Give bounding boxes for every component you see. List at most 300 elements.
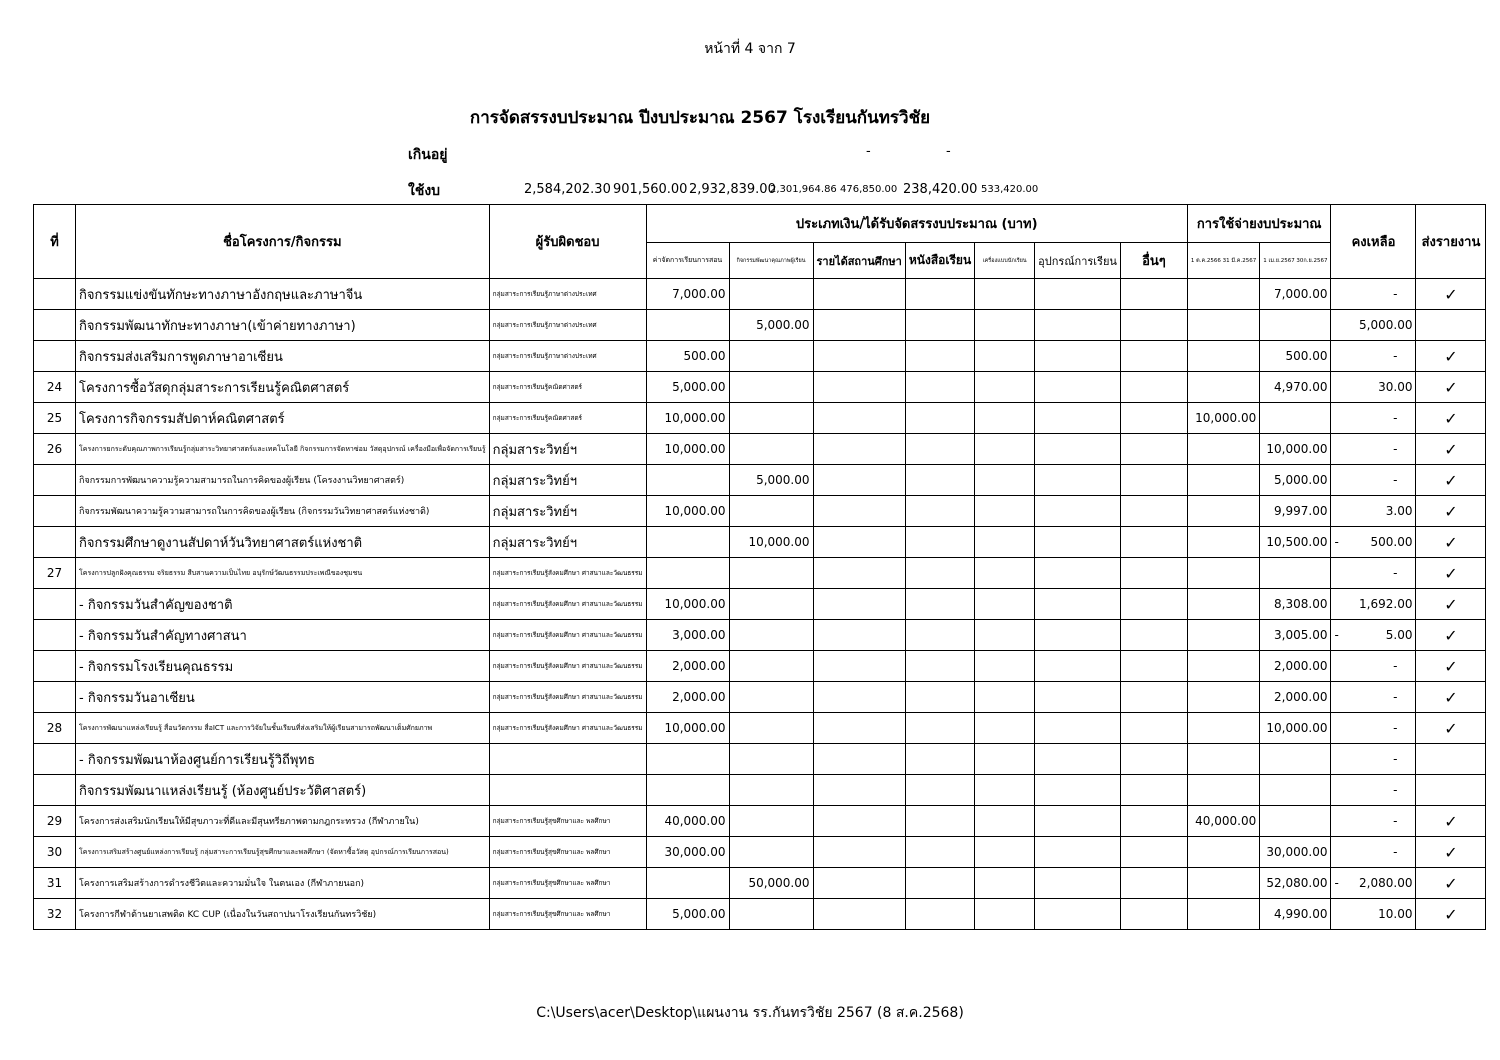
col-b2: กิจกรรมพัฒนาคุณภาพผู้เรียน — [729, 243, 813, 279]
budget-other — [1120, 527, 1187, 558]
report-check: ✓ — [1416, 558, 1486, 589]
budget-teaching — [646, 775, 729, 806]
report-check: ✓ — [1416, 651, 1486, 682]
table-row — [34, 465, 1486, 496]
row-no: 26 — [34, 434, 76, 465]
report-check: ✓ — [1416, 372, 1486, 403]
budget-teaching: 10,000.00 — [646, 496, 729, 527]
budget-books — [905, 806, 974, 837]
remaining: 5,000.00 — [1331, 310, 1416, 341]
project-name: กิจกรรมแข่งขันทักษะทางภาษาอังกฤษและภาษาจีน — [76, 279, 490, 310]
spend-first-half — [1187, 682, 1259, 713]
budget-supplies — [1035, 341, 1121, 372]
budget-quality — [729, 713, 813, 744]
budget-teaching: 2,000.00 — [646, 682, 729, 713]
remaining — [1331, 527, 1416, 558]
report-check: ✓ — [1416, 434, 1486, 465]
report-check: ✓ — [1416, 527, 1486, 558]
budget-uniform — [975, 682, 1035, 713]
budget-income — [813, 310, 905, 341]
budget-supplies — [1035, 310, 1121, 341]
budget-quality — [729, 558, 813, 589]
budget-teaching: 3,000.00 — [646, 620, 729, 651]
remaining: - — [1331, 434, 1416, 465]
spend-second-half — [1260, 558, 1331, 589]
budget-uniform — [975, 651, 1035, 682]
project-name: โครงการเสริมสร้างการดำรงชีวิตและความมั่นใจ ในตนเอง (กีฬาภายนอก) — [76, 868, 490, 899]
table-row — [34, 310, 1486, 341]
project-name: โครงการกิจกรรมสัปดาห์คณิตศาสตร์ — [76, 403, 490, 434]
budget-books — [905, 868, 974, 899]
table-row — [34, 496, 1486, 527]
budget-supplies — [1035, 899, 1121, 930]
responsible: กลุ่มสาระการเรียนรู้สังคมศึกษา ศาสนาและวัฒนธรรม — [489, 589, 646, 620]
remaining: 10.00 — [1331, 899, 1416, 930]
table-row — [34, 899, 1486, 930]
remaining — [1331, 868, 1416, 899]
spend-second-half: 9,997.00 — [1260, 496, 1331, 527]
budget-teaching: 30,000.00 — [646, 837, 729, 868]
spend-first-half — [1187, 496, 1259, 527]
budget-books — [905, 434, 974, 465]
table-row — [34, 775, 1486, 806]
row-no — [34, 496, 76, 527]
spend-first-half — [1187, 651, 1259, 682]
spend-second-half — [1260, 806, 1331, 837]
table-row — [34, 744, 1486, 775]
row-no — [34, 775, 76, 806]
spend-second-half: 8,308.00 — [1260, 589, 1331, 620]
responsible: กลุ่มสาระการเรียนรู้สังคมศึกษา ศาสนาและวัฒนธรรม — [489, 713, 646, 744]
budget-quality — [729, 620, 813, 651]
budget-uniform — [975, 279, 1035, 310]
budget-quality — [729, 744, 813, 775]
budget-income — [813, 775, 905, 806]
table-row — [34, 620, 1486, 651]
spend-first-half — [1187, 558, 1259, 589]
report-check — [1416, 310, 1486, 341]
responsible: กลุ่มสาระการเรียนรู้สุขศึกษาและ พลศึกษา — [489, 899, 646, 930]
budget-books — [905, 341, 974, 372]
responsible: กลุ่มสาระการเรียนรู้สังคมศึกษา ศาสนาและวัฒนธรรม — [489, 620, 646, 651]
project-name: กิจกรรมพัฒนาทักษะทางภาษา(เข้าค่ายทางภาษา) — [76, 310, 490, 341]
report-check: ✓ — [1416, 465, 1486, 496]
col-budget-group: ประเภทเงิน/ได้รับจัดสรรงบประมาณ (บาท) — [646, 205, 1187, 243]
report-check: ✓ — [1416, 682, 1486, 713]
row-no: 29 — [34, 806, 76, 837]
col-name: ชื่อโครงการ/กิจกรรม — [76, 205, 490, 279]
remaining: - — [1331, 744, 1416, 775]
budget-quality — [729, 775, 813, 806]
budget-teaching — [646, 558, 729, 589]
spend-second-half: 4,990.00 — [1260, 899, 1331, 930]
budget-books — [905, 620, 974, 651]
responsible: กลุ่มสาระการเรียนรู้ภาษาต่างประเทศ — [489, 310, 646, 341]
budget-supplies — [1035, 682, 1121, 713]
budget-supplies — [1035, 403, 1121, 434]
project-name: - กิจกรรมวันสำคัญของชาติ — [76, 589, 490, 620]
budget-other — [1120, 434, 1187, 465]
spend-first-half — [1187, 279, 1259, 310]
budget-quality — [729, 496, 813, 527]
col-report: ส่งรายงาน — [1416, 205, 1486, 279]
table-row — [34, 713, 1486, 744]
spend-second-half: 2,000.00 — [1260, 651, 1331, 682]
table-row — [34, 837, 1486, 868]
budget-books — [905, 279, 974, 310]
used-label: ใช้งบ — [408, 183, 441, 199]
table-row — [34, 651, 1486, 682]
col-s2: 1 เม.ย.2567 30ก.ย.2567 — [1260, 243, 1331, 279]
remaining: - — [1331, 279, 1416, 310]
budget-other — [1120, 744, 1187, 775]
budget-uniform — [975, 713, 1035, 744]
project-name: กิจกรรมส่งเสริมการพูดภาษาอาเซียน — [76, 341, 490, 372]
budget-income — [813, 744, 905, 775]
budget-teaching: 10,000.00 — [646, 434, 729, 465]
budget-teaching: 10,000.00 — [646, 589, 729, 620]
remaining: - — [1331, 713, 1416, 744]
budget-teaching: 7,000.00 — [646, 279, 729, 310]
spend-second-half: 7,000.00 — [1260, 279, 1331, 310]
table-row — [34, 434, 1486, 465]
table-row — [34, 806, 1486, 837]
over-label: เกินอยู่ — [408, 147, 448, 163]
budget-income — [813, 496, 905, 527]
spend-second-half — [1260, 310, 1331, 341]
row-no — [34, 465, 76, 496]
remaining: 1,692.00 — [1331, 589, 1416, 620]
spend-first-half — [1187, 589, 1259, 620]
project-name: โครงการยกระดับคุณภาพการเรียนรู้กลุ่มสาระวิทยาศาสตร์และเทคโนโลยี กิจกรรมการจัดหาซ่อม วัสดุอุปกรณ์ เครื่องมือเพื่อจัดการเรียนรู้ — [76, 434, 490, 465]
budget-income — [813, 589, 905, 620]
budget-income — [813, 372, 905, 403]
budget-other — [1120, 279, 1187, 310]
report-check: ✓ — [1416, 899, 1486, 930]
responsible: กลุ่มสาระวิทย์ฯ — [489, 496, 646, 527]
col-spend-group: การใช้จ่ายงบประมาณ — [1187, 205, 1331, 243]
budget-supplies — [1035, 372, 1121, 403]
budget-other — [1120, 837, 1187, 868]
remaining: - — [1331, 837, 1416, 868]
project-name: - กิจกรรมวันอาเซียน — [76, 682, 490, 713]
spend-first-half — [1187, 527, 1259, 558]
row-no: 27 — [34, 558, 76, 589]
remaining: - — [1331, 775, 1416, 806]
spend-first-half — [1187, 837, 1259, 868]
project-name: โครงการปลูกฝังคุณธรรม จริยธรรม สืบสานความเป็นไทย อนุรักษ์วัฒนธรรมประเพณีของชุมชน — [76, 558, 490, 589]
budget-income — [813, 868, 905, 899]
row-no: 24 — [34, 372, 76, 403]
budget-teaching: 40,000.00 — [646, 806, 729, 837]
col-b5: เครื่องแบบนักเรียน — [975, 243, 1035, 279]
budget-uniform — [975, 899, 1035, 930]
budget-other — [1120, 310, 1187, 341]
responsible: กลุ่มสาระการเรียนรู้คณิตศาสตร์ — [489, 403, 646, 434]
col-b4: หนังสือเรียน — [905, 243, 974, 279]
responsible: กลุ่มสาระการเรียนรู้สังคมศึกษา ศาสนาและวัฒนธรรม — [489, 651, 646, 682]
responsible: กลุ่มสาระวิทย์ฯ — [489, 527, 646, 558]
project-name: - กิจกรรมวันสำคัญทางศาสนา — [76, 620, 490, 651]
project-name: กิจกรรมศึกษาดูงานสัปดาห์วันวิทยาศาสตร์แห่งชาติ — [76, 527, 490, 558]
project-name: โครงการส่งเสริมนักเรียนให้มีสุขภาวะที่ดีและมีสุนทรียภาพตามกฎกระทรวง (กีฬาภายใน) — [76, 806, 490, 837]
spend-first-half: 10,000.00 — [1187, 403, 1259, 434]
budget-uniform — [975, 403, 1035, 434]
used-value: 2,584,202.30 — [524, 182, 611, 197]
budget-books — [905, 465, 974, 496]
responsible: กลุ่มสาระการเรียนรู้สังคมศึกษา ศาสนาและวัฒนธรรม — [489, 558, 646, 589]
remaining: - — [1331, 341, 1416, 372]
budget-quality: 5,000.00 — [729, 465, 813, 496]
spend-second-half: 500.00 — [1260, 341, 1331, 372]
remaining: - — [1331, 651, 1416, 682]
over-value: - — [946, 144, 951, 159]
budget-books — [905, 682, 974, 713]
budget-teaching: 5,000.00 — [646, 899, 729, 930]
project-name: โครงการเสริมสร้างศูนย์แหล่งการเรียนรู้ กลุ่มสาระการเรียนรู้สุขศึกษาและพลศึกษา (จัดหาซื้อวัสดุ อุปกรณ์การเรียนการสอน) — [76, 837, 490, 868]
row-no — [34, 310, 76, 341]
budget-uniform — [975, 341, 1035, 372]
budget-books — [905, 558, 974, 589]
budget-books — [905, 403, 974, 434]
footer-path: C:\Users\acer\Desktop\แผนงาน รร.กันทรวิชัย 2567 (8 ส.ค.2568) — [536, 1005, 964, 1021]
spend-first-half — [1187, 899, 1259, 930]
row-no — [34, 744, 76, 775]
report-check: ✓ — [1416, 496, 1486, 527]
remaining: 3.00 — [1331, 496, 1416, 527]
spend-first-half — [1187, 341, 1259, 372]
spend-first-half — [1187, 310, 1259, 341]
budget-income — [813, 713, 905, 744]
budget-books — [905, 310, 974, 341]
report-check: ✓ — [1416, 341, 1486, 372]
responsible: กลุ่มสาระการเรียนรู้สุขศึกษาและ พลศึกษา — [489, 806, 646, 837]
budget-uniform — [975, 465, 1035, 496]
table-row — [34, 527, 1486, 558]
budget-income — [813, 434, 905, 465]
remaining: 30.00 — [1331, 372, 1416, 403]
spend-first-half — [1187, 434, 1259, 465]
remaining: - — [1331, 682, 1416, 713]
budget-uniform — [975, 372, 1035, 403]
used-value: 2,932,839.00 — [689, 182, 776, 197]
budget-books — [905, 837, 974, 868]
budget-quality — [729, 279, 813, 310]
budget-supplies — [1035, 775, 1121, 806]
budget-quality — [729, 403, 813, 434]
used-value: 476,850.00 — [840, 184, 898, 195]
budget-quality — [729, 806, 813, 837]
spend-first-half: 40,000.00 — [1187, 806, 1259, 837]
responsible: กลุ่มสาระการเรียนรู้ภาษาต่างประเทศ — [489, 341, 646, 372]
table-row — [34, 868, 1486, 899]
report-check: ✓ — [1416, 806, 1486, 837]
spend-second-half: 10,500.00 — [1260, 527, 1331, 558]
row-no — [34, 527, 76, 558]
used-value: 2,301,964.86 — [770, 184, 837, 195]
table-row — [34, 403, 1486, 434]
budget-supplies — [1035, 558, 1121, 589]
budget-supplies — [1035, 527, 1121, 558]
budget-quality — [729, 837, 813, 868]
col-b7: อื่นๆ — [1120, 243, 1187, 279]
budget-income — [813, 279, 905, 310]
budget-uniform — [975, 558, 1035, 589]
budget-supplies — [1035, 806, 1121, 837]
spend-second-half: 4,970.00 — [1260, 372, 1331, 403]
spend-first-half — [1187, 372, 1259, 403]
budget-books — [905, 496, 974, 527]
budget-teaching: 5,000.00 — [646, 372, 729, 403]
budget-teaching — [646, 465, 729, 496]
budget-supplies — [1035, 434, 1121, 465]
responsible: กลุ่มสาระการเรียนรู้ภาษาต่างประเทศ — [489, 279, 646, 310]
spend-second-half — [1260, 775, 1331, 806]
remaining: - — [1331, 806, 1416, 837]
row-no — [34, 651, 76, 682]
row-no — [34, 589, 76, 620]
budget-other — [1120, 868, 1187, 899]
report-check — [1416, 775, 1486, 806]
table-row — [34, 372, 1486, 403]
project-name: โครงการพัฒนาแหล่งเรียนรู้ สื่อนวัตกรรม สื่อICT และการวิจัยในชั้นเรียนที่ส่งเสริมให้ผู้เรียนสามารถพัฒนาเต็มศักยภาพ — [76, 713, 490, 744]
spend-second-half: 2,000.00 — [1260, 682, 1331, 713]
budget-books — [905, 713, 974, 744]
budget-income — [813, 620, 905, 651]
budget-table — [33, 204, 1486, 930]
budget-supplies — [1035, 589, 1121, 620]
responsible: กลุ่มสาระวิทย์ฯ — [489, 465, 646, 496]
budget-quality: 50,000.00 — [729, 868, 813, 899]
budget-other — [1120, 589, 1187, 620]
responsible: กลุ่มสาระการเรียนรู้สุขศึกษาและ พลศึกษา — [489, 837, 646, 868]
page-title: การจัดสรรงบประมาณ ปีงบประมาณ 2567 โรงเรียนกันทรวิชัย — [469, 108, 931, 128]
budget-teaching — [646, 310, 729, 341]
budget-books — [905, 899, 974, 930]
budget-quality: 5,000.00 — [729, 310, 813, 341]
budget-income — [813, 806, 905, 837]
budget-quality — [729, 341, 813, 372]
budget-income — [813, 341, 905, 372]
used-value: 238,420.00 — [903, 182, 978, 197]
budget-books — [905, 744, 974, 775]
responsible: กลุ่มสาระการเรียนรู้คณิตศาสตร์ — [489, 372, 646, 403]
report-check: ✓ — [1416, 279, 1486, 310]
budget-other — [1120, 620, 1187, 651]
col-b3: รายได้สถานศึกษา — [813, 243, 905, 279]
spend-first-half — [1187, 465, 1259, 496]
responsible — [489, 744, 646, 775]
project-name: กิจกรรมพัฒนาความรู้ความสามารถในการคิดของผู้เรียน (กิจกรรมวันวิทยาศาสตร์แห่งชาติ) — [76, 496, 490, 527]
spend-second-half: 5,000.00 — [1260, 465, 1331, 496]
budget-uniform — [975, 589, 1035, 620]
budget-other — [1120, 403, 1187, 434]
budget-supplies — [1035, 744, 1121, 775]
budget-supplies — [1035, 496, 1121, 527]
remaining-value: 5.00 — [1385, 628, 1413, 642]
budget-other — [1120, 713, 1187, 744]
budget-uniform — [975, 310, 1035, 341]
budget-other — [1120, 496, 1187, 527]
remaining-value: 2,080.00 — [1359, 876, 1413, 890]
budget-teaching: 500.00 — [646, 341, 729, 372]
budget-quality — [729, 589, 813, 620]
budget-other — [1120, 372, 1187, 403]
spend-second-half: 52,080.00 — [1260, 868, 1331, 899]
responsible: กลุ่มสาระวิทย์ฯ — [489, 434, 646, 465]
budget-supplies — [1035, 868, 1121, 899]
budget-income — [813, 403, 905, 434]
report-check — [1416, 744, 1486, 775]
budget-supplies — [1035, 837, 1121, 868]
remaining: - — [1331, 558, 1416, 589]
budget-other — [1120, 899, 1187, 930]
budget-uniform — [975, 806, 1035, 837]
responsible: กลุ่มสาระการเรียนรู้สังคมศึกษา ศาสนาและวัฒนธรรม — [489, 682, 646, 713]
spend-first-half — [1187, 868, 1259, 899]
budget-books — [905, 527, 974, 558]
negative-sign: - — [1334, 876, 1339, 890]
col-no: ที่ — [34, 205, 76, 279]
budget-quality — [729, 899, 813, 930]
budget-other — [1120, 806, 1187, 837]
budget-teaching — [646, 868, 729, 899]
row-no: 31 — [34, 868, 76, 899]
col-responsible: ผู้รับผิดชอบ — [489, 205, 646, 279]
budget-income — [813, 837, 905, 868]
col-remain: คงเหลือ — [1331, 205, 1416, 279]
project-name: โครงการซื้อวัสดุกลุ่มสาระการเรียนรู้คณิตศาสตร์ — [76, 372, 490, 403]
budget-other — [1120, 651, 1187, 682]
budget-books — [905, 589, 974, 620]
spend-second-half: 10,000.00 — [1260, 434, 1331, 465]
budget-income — [813, 465, 905, 496]
remaining — [1331, 620, 1416, 651]
responsible: กลุ่มสาระการเรียนรู้สุขศึกษาและ พลศึกษา — [489, 868, 646, 899]
project-name: - กิจกรรมโรงเรียนคุณธรรม — [76, 651, 490, 682]
row-no: 30 — [34, 837, 76, 868]
budget-uniform — [975, 775, 1035, 806]
spend-second-half: 30,000.00 — [1260, 837, 1331, 868]
budget-books — [905, 372, 974, 403]
remaining: - — [1331, 403, 1416, 434]
col-b6: อุปกรณ์การเรียน — [1035, 243, 1121, 279]
budget-other — [1120, 341, 1187, 372]
table-row — [34, 682, 1486, 713]
budget-uniform — [975, 868, 1035, 899]
budget-uniform — [975, 744, 1035, 775]
remaining-value: 500.00 — [1370, 535, 1413, 549]
budget-other — [1120, 558, 1187, 589]
project-name: กิจกรรมการพัฒนาความรู้ความสามารถในการคิดของผู้เรียน (โครงงานวิทยาศาสตร์) — [76, 465, 490, 496]
spend-first-half — [1187, 713, 1259, 744]
budget-books — [905, 651, 974, 682]
row-no: 28 — [34, 713, 76, 744]
budget-books — [905, 775, 974, 806]
responsible — [489, 775, 646, 806]
budget-supplies — [1035, 465, 1121, 496]
row-no — [34, 620, 76, 651]
budget-income — [813, 651, 905, 682]
report-check: ✓ — [1416, 868, 1486, 899]
budget-teaching: 10,000.00 — [646, 713, 729, 744]
spend-second-half — [1260, 403, 1331, 434]
remaining: - — [1331, 465, 1416, 496]
project-name: โครงการกีฬาต้านยาเสพติด KC CUP (เนื่องในวันสถาปนาโรงเรียนกันทรวิชัย) — [76, 899, 490, 930]
negative-sign: - — [1334, 535, 1339, 549]
budget-quality — [729, 372, 813, 403]
used-value: 901,560.00 — [613, 182, 688, 197]
